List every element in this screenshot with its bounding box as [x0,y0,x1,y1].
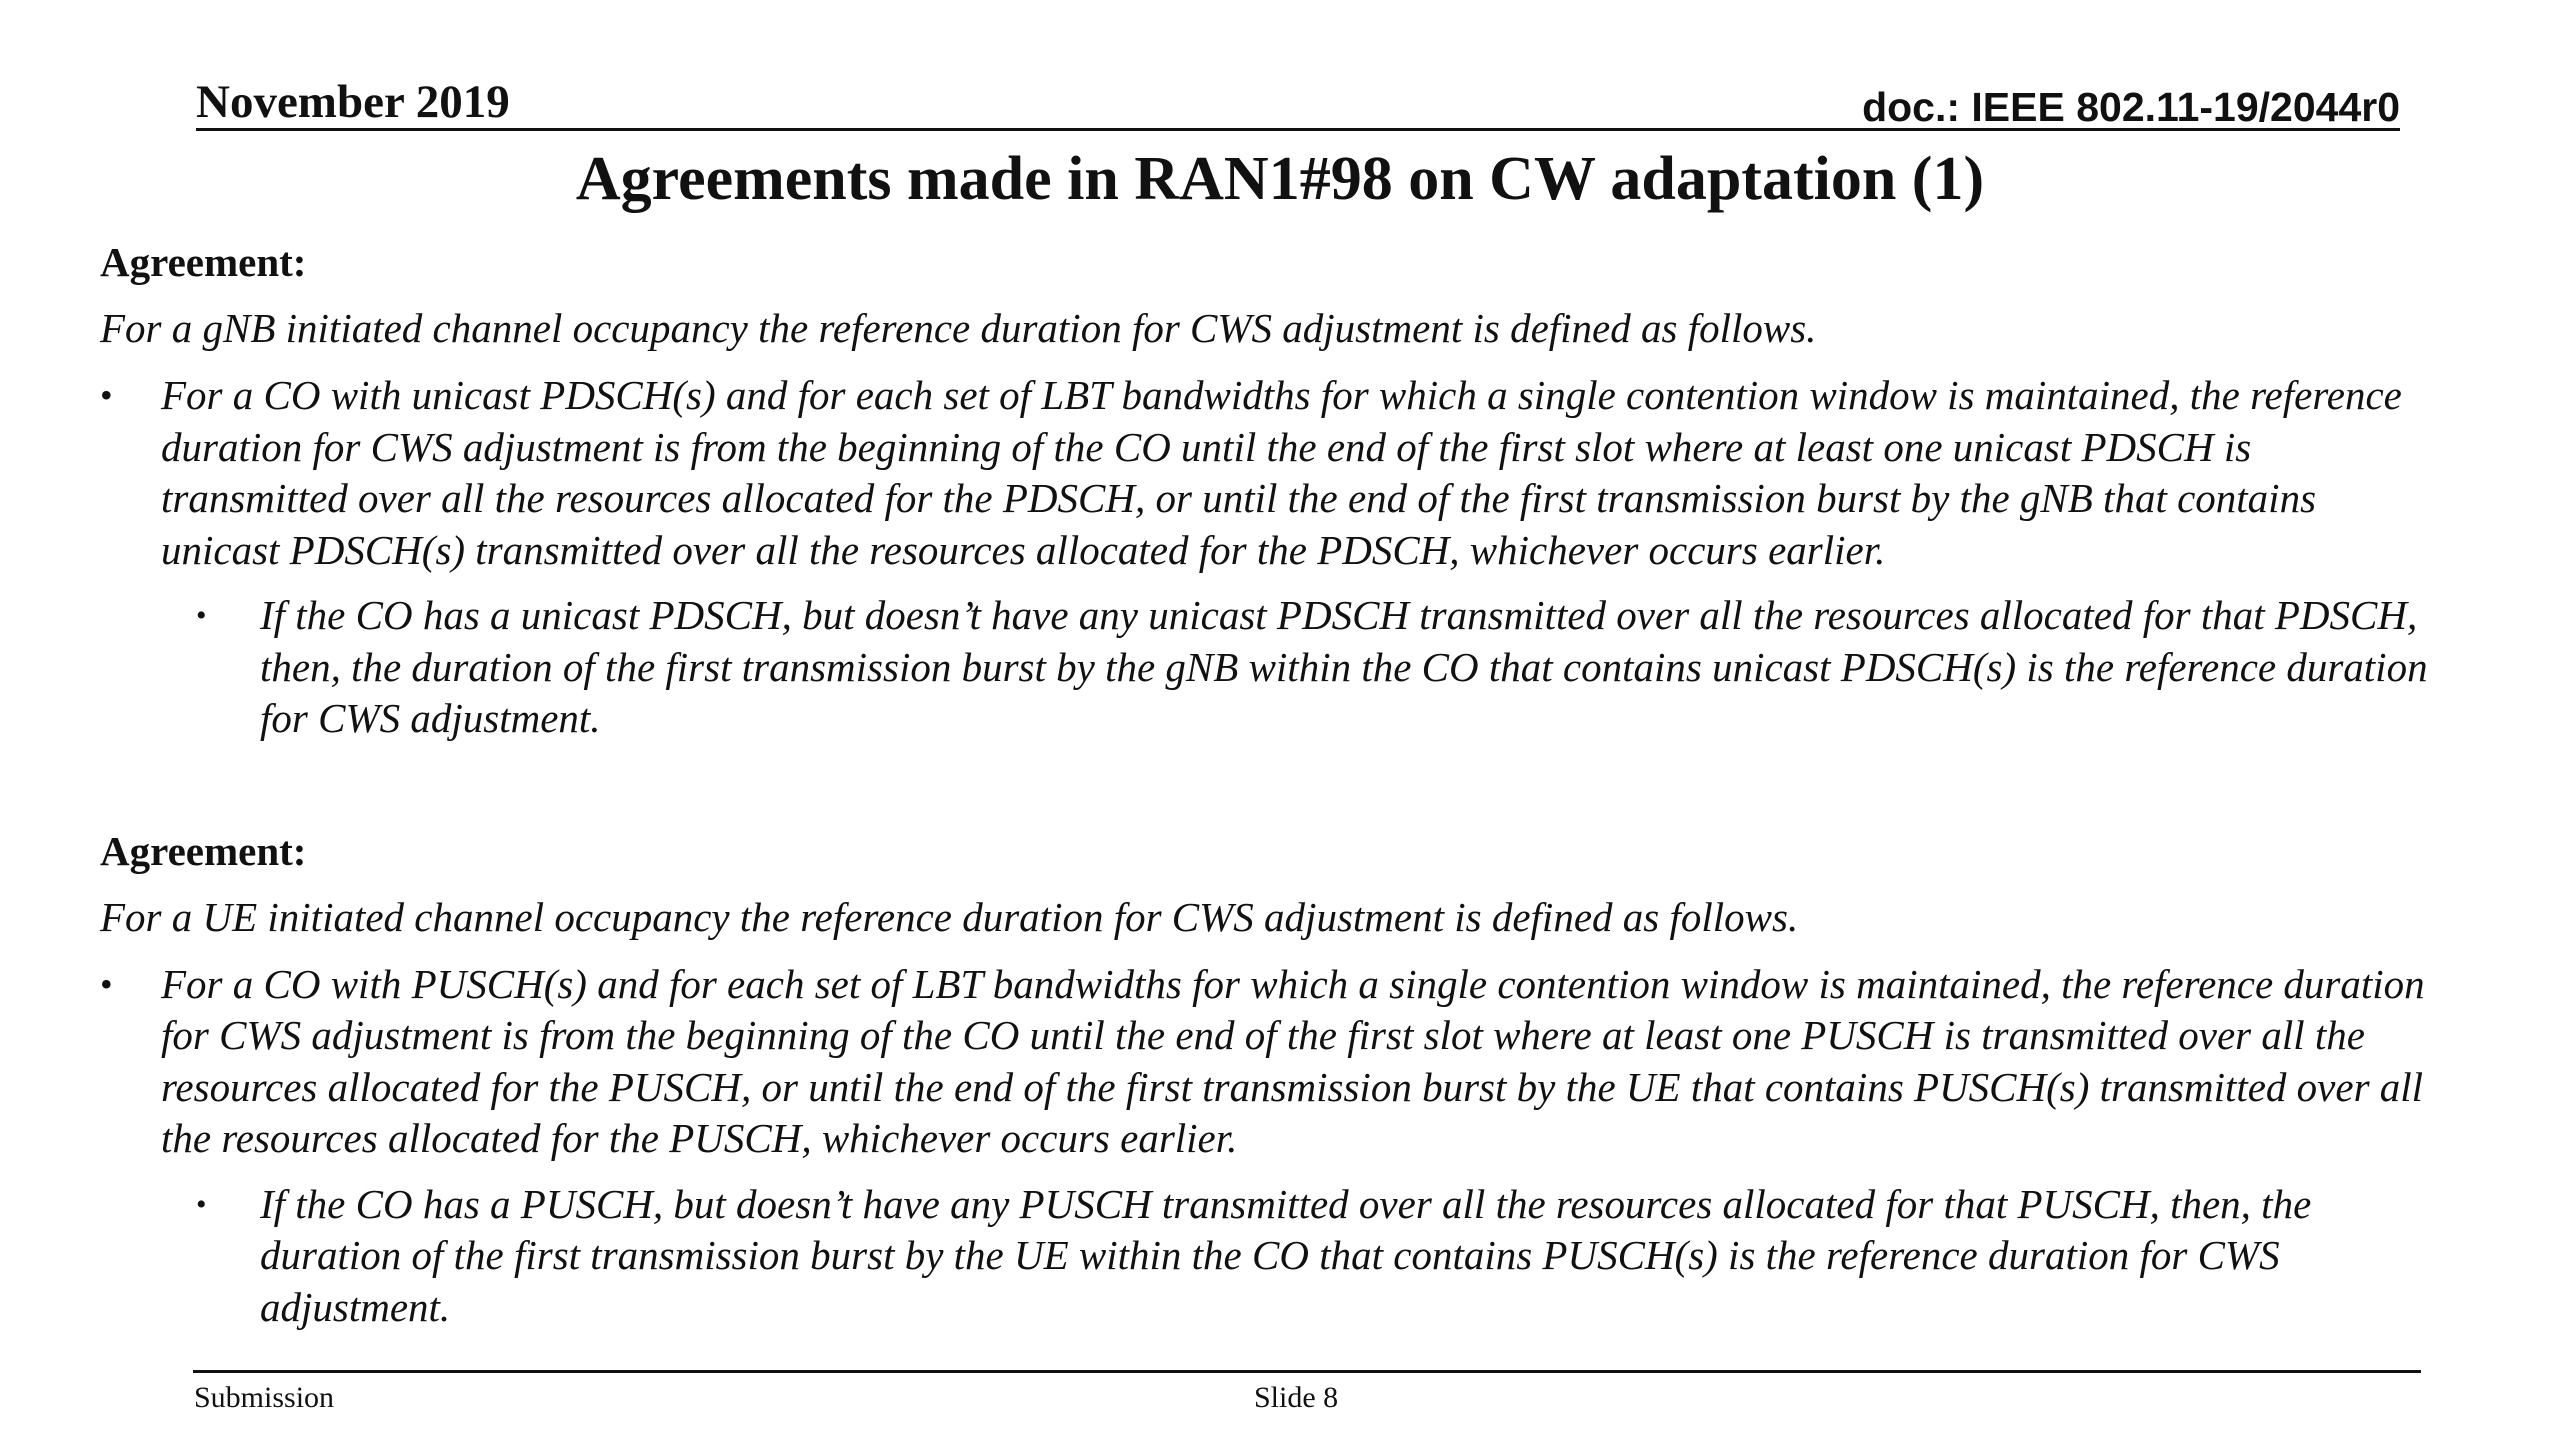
bullet-text: For a CO with PUSCH(s) and for each set of LBT bandwidths for which a single contention window is maintained, the reference duration for CWS adjustment is from the beginning of the CO until the end of the first slot where at least one PUSCH is transmitted over all the resources allocated for the PUSCH, or until the end of the first transmission burst by the UE that contains PUSCH(s) transmitted over all the resources allocated for the PUSCH, whichever occurs earlier. [161,960,2425,1161]
bullet-text: For a CO with unicast PDSCH(s) and for each set of LBT bandwidths for which a single contention window is maintained, the reference duration for CWS adjustment is from the beginning of the CO until the end of the first slot where at least one unicast PDSCH is transmitted over all the resources allocated for the PDSCH, or until the end of the first transmission burst by the gNB that contains unicast PDSCH(s) transmitted over all the resources allocated for the PDSCH, whichever occurs earlier. [161,372,2402,573]
bullet-dot: • [100,963,113,1004]
footer-slide-number: Slide 8 [1254,1381,1339,1414]
bullet-dot: • [100,375,113,415]
sub-bullet-text: If the CO has a PUSCH, but doesn’t have any PUSCH transmitted over all the resources allocated for that PUSCH, then, the duration of the first transmission burst by the UE within the CO that contains PUSCH(s) is the reference duration for CWS adjustment. [260,1180,2312,1330]
agreement-label: Agreement: [100,827,307,874]
agreement-intro: For a gNB initiated channel occupancy the reference duration for CWS adjustment is defined as follows. [100,305,1817,351]
bullet-item [100,370,2440,576]
header-divider [196,128,2400,131]
footer-submission: Submission [194,1381,335,1414]
footer-divider [193,1370,2421,1373]
agreement-label: Agreement: [100,239,307,285]
slide-body [100,236,2440,1333]
sub-bullet-dot: • [196,599,207,632]
header-doc-id: doc.: IEEE 802.11-19/2044r0 [1862,84,2400,130]
bullet-item [100,959,2440,1165]
header-date: November 2019 [196,76,510,128]
slide-title: Agreements made in RAN1#98 on CW adaptation (1) [575,145,1985,213]
agreement-block-ue [100,825,2440,1334]
sub-bullet-item [100,1179,2440,1334]
sub-bullet-dot: • [196,1187,207,1221]
sub-bullet-item [100,590,2440,745]
sub-bullet-text: If the CO has a unicast PDSCH, but doesn’t have any unicast PDSCH transmitted over all the resources allocated for that PDSCH, then, the duration of the first transmission burst by the gNB within the CO that contains unicast PDSCH(s) is the reference duration for CWS adjustment. [260,592,2428,741]
agreement-intro: For a UE initiated channel occupancy the reference duration for CWS adjustment is defined as follows. [100,893,1799,940]
agreement-block-gnb [100,236,2440,745]
